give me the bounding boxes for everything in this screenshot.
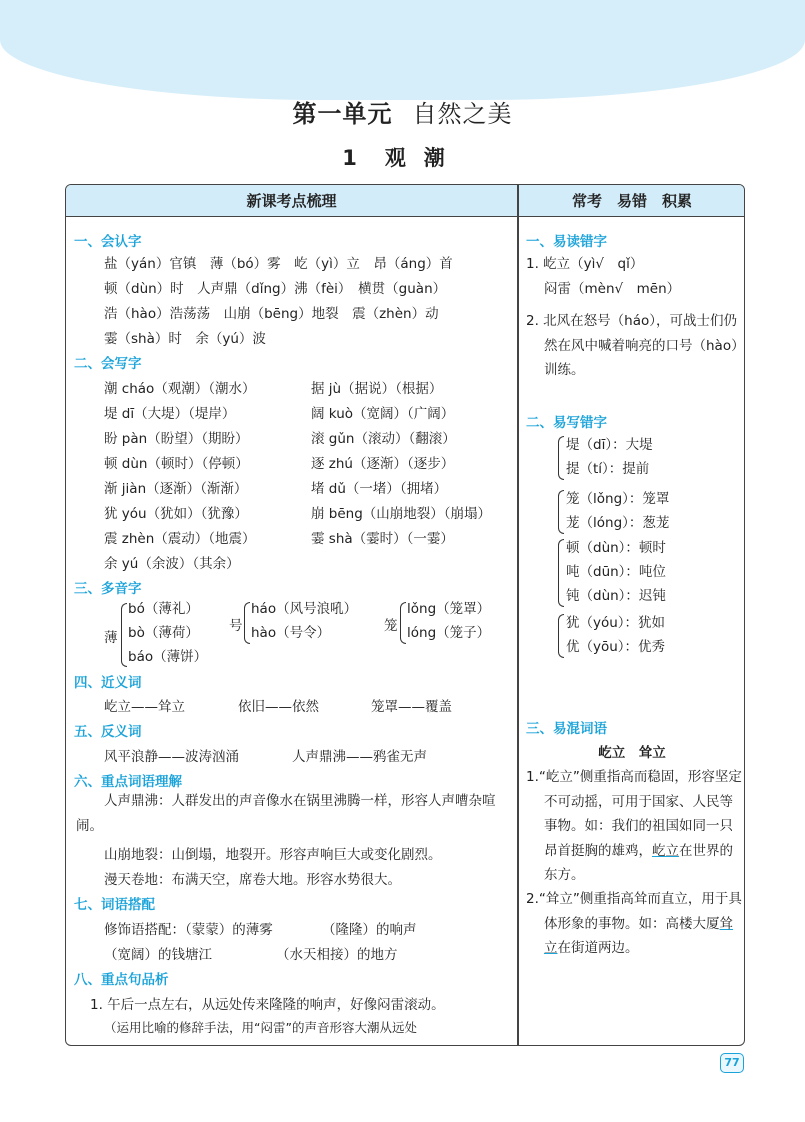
section-heading: 二、易写错字 [526,415,607,431]
word-explanation: 漫天卷地：布满天空，席卷大地。形容水势很大。 [104,872,401,888]
section-heading: 七、词语搭配 [74,897,155,913]
confusable-explanation [526,887,742,961]
lesson-title [0,142,805,172]
reading: háo（风号浪吼） [251,601,358,617]
brace [121,603,127,667]
synonym-pair: 屹立——耸立 [104,699,185,715]
miswrite-item: 提（tí）：提前 [566,461,650,477]
reading: bó（薄礼） [128,601,199,617]
miswrite-item: 钝（dùn）：迟钝 [566,588,666,604]
synonym-pair: 依旧——依然 [238,699,319,715]
char-item: 顿 dùn（顿时）（停顿） [104,456,249,472]
polyphone-readings [407,597,490,645]
section-heading: 八、重点句品析 [74,972,169,988]
char-item: 震 zhèn（震动）（地震） [104,531,256,547]
miswrite-group [566,536,666,608]
char-item: 潮 cháo（观潮）（潮水） [104,381,256,397]
collocation: （水天相接）的地方 [276,947,398,963]
char-item: 阔 kuò（宽阔）（广阔） [311,406,455,422]
lesson-name: 观潮 [384,146,463,170]
reading: hào（号令） [251,625,331,641]
reading: lǒng（笼罩） [407,601,491,617]
brace [244,602,250,644]
char-item: 堵 dǔ（一堵）（拥堵） [311,481,448,497]
miswrite-item: 茏（lóng）：葱茏 [566,515,670,531]
miswrite-item: 犹（yóu）：犹如 [566,615,666,631]
sentence-analysis: 1. 午后一点左右，从远处传来隆隆的响声，好像闷雷滚动。 [90,997,445,1013]
char-item: 盼 pàn（盼望）（期盼） [104,431,249,447]
collocation: 修饰语搭配：（蒙蒙）的薄雾 [104,922,273,938]
word-explanation: 人声鼎沸：人群发出的声音像水在锅里沸腾一样，形容人声嘈杂喧闹。 [76,793,496,834]
underlined-word: 屹立 [652,842,679,859]
word-explanation: 山崩地裂：山倒塌，地裂开。形容声响巨大或变化剧烈。 [104,847,442,863]
left-column-title: 新课考点梳理 [66,185,517,217]
char-item: 据 jù（据说）（根据） [311,381,443,397]
text-line: 盐（yán）官镇 薄（bó）雾 屹（yì）立 昂（áng）首 [104,256,453,272]
miswrite-item: 笼（lǒng）：笼罩 [566,491,670,507]
polyphone-char: 号 [229,618,243,634]
reading: báo（薄饼） [128,649,208,665]
char-item: 逐 zhú（逐渐）（逐步） [311,456,455,472]
brace [558,436,564,480]
reading: lóng（笼子） [407,625,491,641]
miswrite-group [566,487,669,535]
char-item: 崩 bēng（山崩地裂）（崩塌） [311,506,492,522]
char-item: 余 yú（余波）（其余） [104,556,240,572]
sentence-analysis-note: （运用比喻的修辞手法，用“闷雷”的声音形容大潮从远处 [104,1020,417,1035]
char-item: 渐 jiàn（逐渐）（渐渐） [104,481,248,497]
brace [400,602,406,644]
unit-title [0,94,805,129]
brace [558,539,564,607]
right-column-title: 常考 易错 积累 [518,185,745,217]
text-line: 顿（dùn）时 人声鼎（dǐng）沸（fèi） 横贯（guàn） [104,281,447,297]
top-banner [0,0,805,100]
section-heading: 五、反义词 [74,724,142,740]
brace [558,490,564,534]
synonym-pair: 笼罩——覆盖 [371,699,452,715]
reading: bò（薄荷） [128,625,199,641]
collocation: （隆隆）的响声 [322,922,417,938]
antonym-pair: 人声鼎沸——鸦雀无声 [292,749,427,765]
explanation-text: 2.“耸立”侧重指高耸而直立，用于具体形象的事物。如：高楼大厦 [526,891,742,932]
page-number: 77 [720,1053,744,1073]
column-divider [517,185,519,1046]
brace [558,614,564,658]
char-item: 犹 yóu（犹如）（犹豫） [104,506,248,522]
content-frame [65,184,745,1046]
unit-theme: 自然之美 [412,100,513,128]
explanation-text: 在街道两边。 [557,940,639,956]
underlined-word: 耸立 [544,915,733,956]
char-item: 滚 gǔn（滚动）（翻滚） [311,431,456,447]
polyphone-readings [251,597,357,645]
miswrite-item: 吨（dūn）：吨位 [566,564,666,580]
miswrite-group [566,611,665,659]
section-heading: 六、重点词语理解 [74,774,182,790]
section-heading: 一、易读错字 [526,234,607,250]
text-line: 浩（hào）浩荡荡 山崩（bēng）地裂 震（zhèn）动 [104,306,439,322]
explanation-text: 在世界的东方。 [544,842,733,883]
miswrite-group [566,433,653,481]
polyphone-char: 笼 [384,618,398,634]
char-item: 堤 dī（大堤）（堤岸） [104,406,236,422]
section-heading: 三、易混词语 [526,721,607,737]
section-heading: 二、会写字 [74,356,142,372]
section-heading: 三、多音字 [74,581,142,597]
polyphone-readings [128,597,207,669]
miswrite-item: 优（yōu）：优秀 [566,639,666,655]
char-item: 霎 shà（霎时）（一霎） [311,531,454,547]
miswrite-item: 堤（dī）：大堤 [566,437,653,453]
polyphone-char: 薄 [104,630,118,646]
pronunciation-item: 闷雷（mèn√ mēn） [544,281,681,297]
antonym-pair: 风平浪静——波涛汹涌 [104,749,239,765]
confusable-pair: 屹立 耸立 [598,745,666,761]
explanation-text: 1.“屹立”侧重指高而稳固，形容坚定不可动摇，可用于国家、人民等事物。如：我们的祖国如同一只昂首挺胸的雄鸡， [526,769,742,859]
text-line: 霎（shà）时 余（yú）波 [104,331,266,347]
pronunciation-item: 1. 屹立（yì√ qǐ） [526,256,644,272]
section-heading: 一、会认字 [74,234,142,250]
pronunciation-item: 2. 北风在怒号（háo），可战士们仍然在风中喊着响亮的口号（hào）训练。 [526,313,738,378]
miswrite-item: 顿（dùn）：顿时 [566,540,666,556]
collocation: （宽阔）的钱塘江 [104,947,212,963]
unit-label: 第一单元 [292,100,393,128]
confusable-explanation [526,765,742,888]
section-heading: 四、近义词 [74,675,142,691]
lesson-number: 1 [342,146,357,170]
